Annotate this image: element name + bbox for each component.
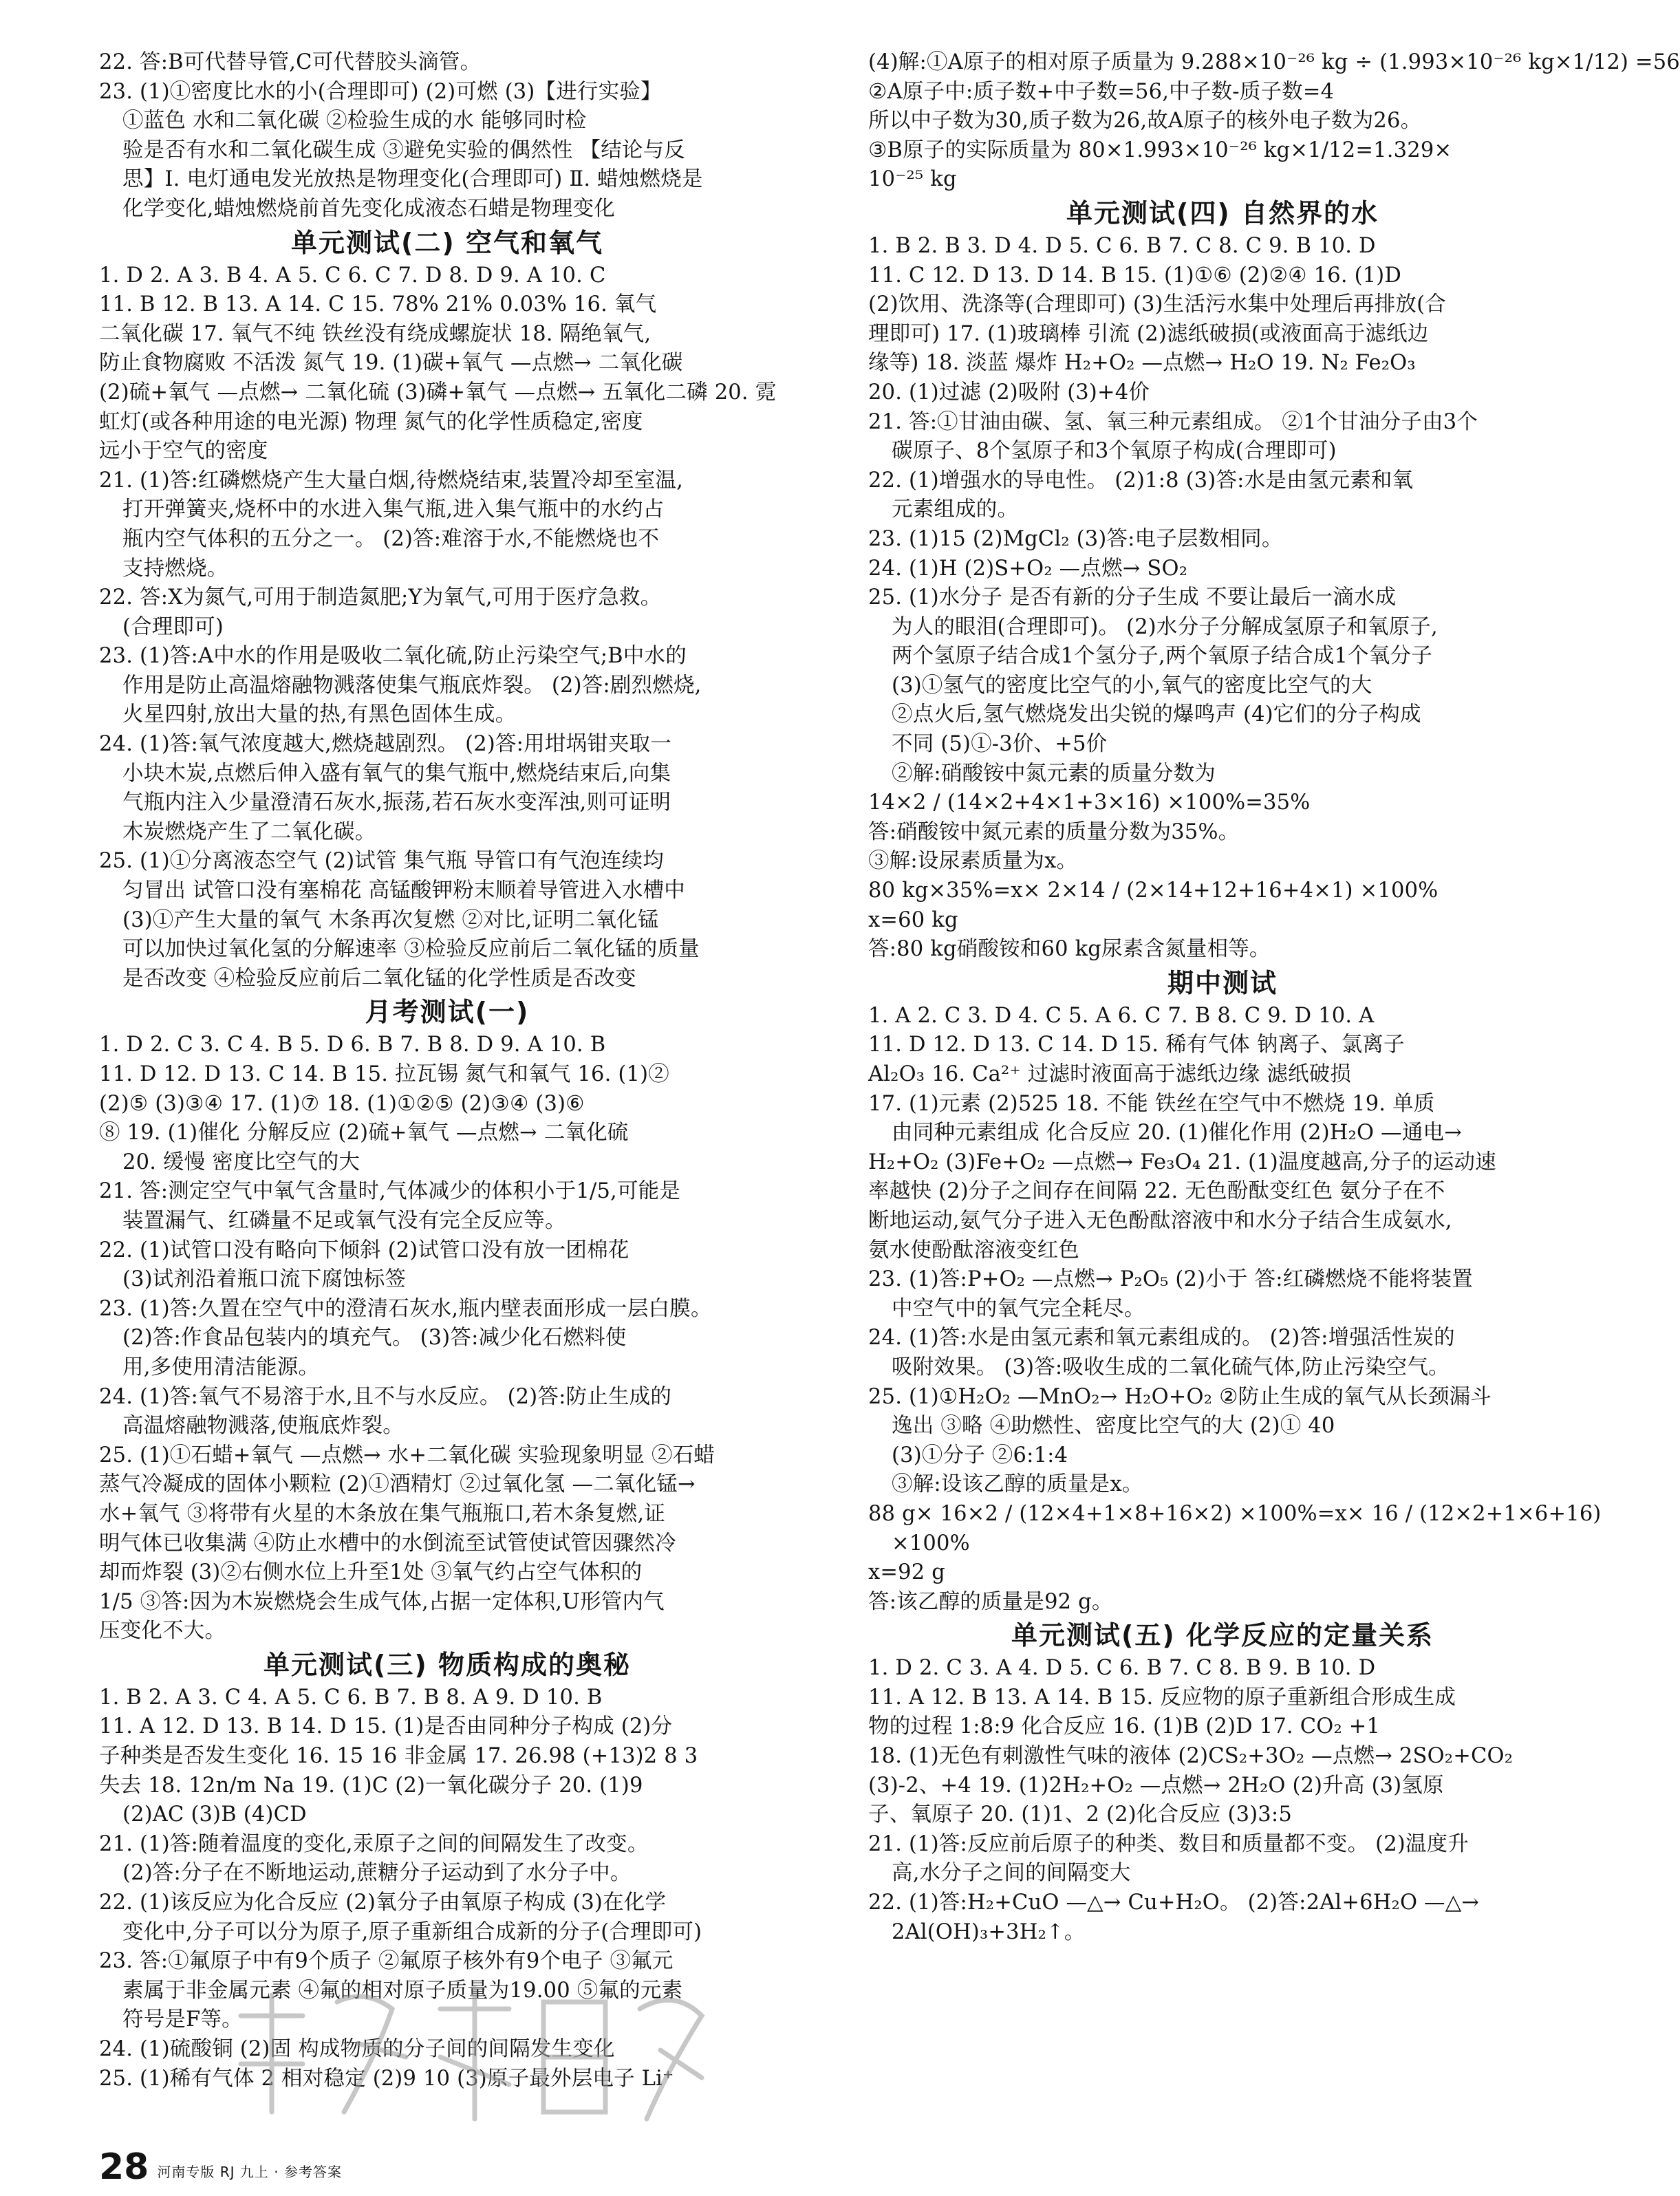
left-answer-line: 气瓶内注入少量澄清石灰水,振荡,若石灰水变浑浊,则可证明 [122,790,671,815]
right-answer-line: ③B原子的实际质量为 80×1.993×10⁻²⁶ kg×1/12=1.329× [868,138,1452,162]
right-answer-line: 吸附效果。 (3)答:吸收生成的二氧化硫气体,防止污染空气。 [892,1355,1450,1379]
left-column [99,48,795,2093]
right-answer-line: 1. A 2. C 3. D 4. C 5. A 6. C 7. B 8. C 9. D 10. A [868,1003,1375,1028]
left-answer-line: 21. 答:测定空气中氧气含量时,气体减少的体积小于1/5,可能是 [99,1179,681,1204]
left-answer-line: (2)硫+氧气 —点燃→ 二氧化硫 (3)磷+氧气 —点燃→ 五氧化二磷 20. 霓 [99,380,777,405]
right-answer-line: (3)-2、+4 19. (1)2H₂+O₂ —点燃→ 2H₂O (2)升高 (3)氢原 [868,1773,1444,1798]
left-answer-line: 20. 缓慢 密度比空气的大 [122,1150,360,1174]
right-answer-line: 中空气中的氧气完全耗尽。 [892,1296,1145,1321]
left-answer-line: 22. (1)该反应为化合反应 (2)氧分子由氧原子构成 (3)在化学 [99,1891,667,1915]
left-answer-line: 作用是防止高温熔融物溅落使集气瓶底炸裂。 (2)答:剧烈燃烧, [122,673,702,698]
right-answer-line: 18. (1)无色有刺激性气味的液体 (2)CS₂+3O₂ —点燃→ 2SO₂+CO₂ [868,1744,1514,1769]
right-answer-line: 80 kg×35%=x× 2×14 / (2×14+12+16+4×1) ×100% [868,879,1439,903]
left-answer-line: 子种类是否发生变化 16. 15 16 非金属 17. 26.98 (+13)2 8 3 [99,1744,698,1769]
left-answer-line: 小块木炭,点燃后伸入盛有氧气的集气瓶中,燃烧结束后,向集 [122,761,671,786]
right-answer-line: 率越快 (2)分子之间存在间隔 22. 无色酚酞变红色 氨分子在不 [868,1179,1445,1204]
left-answer-line: (合理即可) [122,614,224,639]
right-answer-line: 24. (1)H (2)S+O₂ —点燃→ SO₂ [868,556,1188,581]
right-answer-line: 逸出 ③略 ④助燃性、密度比空气的大 (2)① 40 [892,1414,1335,1439]
right-answer-line: 21. 答:①甘油由碳、氢、氧三种元素组成。 ②1个甘油分子由3个 [868,409,1478,434]
left-answer-line: 木炭燃烧产生了二氧化碳。 [122,819,376,844]
left-answer-line: 23. (1)答:久置在空气中的澄清石灰水,瓶内壁表面形成一层白膜。 [99,1296,712,1321]
right-answer-line: (3)①分子 ②6:1:4 [892,1443,1068,1467]
right-answer-line: 所以中子数为30,质子数为26,故A原子的核外电子数为26。 [868,109,1422,133]
left-answer-line: 1/5 ③答:因为木炭燃烧会生成气体,占据一定体积,U形管内气 [99,1589,665,1614]
left-answer-line: 水+氧气 ③将带有火星的木条放在集气瓶瓶口,若木条复燃,证 [99,1501,665,1526]
right-answer-line: 氨水使酚酞溶液变红色 [868,1238,1079,1262]
right-answer-line: 由同种元素组成 化合反应 20. (1)催化作用 (2)H₂O —通电→ [892,1121,1462,1145]
right-answer-line: 21. (1)答:反应前后原子的种类、数目和质量都不变。 (2)温度升 [868,1831,1469,1856]
left-answer-line: 11. A 12. D 13. B 14. D 15. (1)是否由同种分子构成 (2)分 [99,1714,673,1739]
right-answer-line: 答:该乙醇的质量是92 g。 [868,1589,1113,1614]
left-answer-line: 25. (1)①石蜡+氧气 —点燃→ 水+二氧化碳 实验现象明显 ②石蜡 [99,1443,715,1467]
left-answer-line: 匀冒出 试管口没有塞棉花 高锰酸钾粉末顺着导管进入水槽中 [122,879,685,903]
page-number: 28 [99,2146,149,2188]
right-answer-line: 物的过程 1:8:9 化合反应 16. (1)B (2)D 17. CO₂ +1 [868,1714,1381,1739]
right-answer-line: 1. D 2. C 3. A 4. D 5. C 6. B 7. C 8. B 9. B 10. D [868,1656,1376,1681]
left-answer-line: (2)答:分子在不断地运动,蔗糖分子运动到了水分子中。 [122,1861,632,1886]
footer-label: 河南专版 RJ 九上 · 参考答案 [157,2164,342,2180]
left-answer-line: 11. D 12. D 13. C 14. B 15. 拉瓦锡 氮气和氧气 16. (1)② [99,1062,669,1086]
right-answer-line: ×100% [892,1531,970,1556]
left-answer-line: 符号是F等。 [122,2007,243,2032]
left-answer-line: 25. (1)稀有气体 2 相对稳定 (2)9 10 (3)原子最外层电子 Li⁺ [99,2066,674,2091]
right-answer-line: 断地运动,氨气分子进入无色酚酞溶液中和水分子结合生成氨水, [868,1208,1452,1233]
left-answer-line: 素属于非金属元素 ④氟的相对原子质量为19.00 ⑤氟的元素 [122,1978,683,2003]
left-answer-line: 支持燃烧。 [122,556,228,581]
left-answer-line: 24. (1)硫酸铜 (2)固 构成物质的分子间的间隔发生变化 [99,2037,615,2061]
right-answer-line: 20. (1)过滤 (2)吸附 (3)+4价 [868,380,1150,405]
page-footer [99,2144,342,2188]
right-column [868,48,1680,1947]
left-answer-line: (3)试剂沿着瓶口流下腐蚀标签 [122,1267,407,1292]
right-answer-line: 22. (1)答:H₂+CuO —△→ Cu+H₂O。 (2)答:2Al+6H₂O —△→ [868,1891,1480,1915]
right-answer-line: 答:硝酸铵中氮元素的质量分数为35%。 [868,819,1240,844]
right-answer-line: ③解:设该乙醇的质量是x。 [892,1472,1143,1497]
left-answer-line: 25. (1)①分离液态空气 (2)试管 集气瓶 导管口有气泡连续均 [99,849,664,874]
left-answer-line: 用,多使用清洁能源。 [122,1355,320,1379]
right-answer-line: 11. D 12. D 13. C 14. D 15. 稀有气体 钠离子、氯离子 [868,1033,1405,1057]
right-answer-line: 23. (1)答:P+O₂ —点燃→ P₂O₅ (2)小于 答:红磷燃烧不能将装置 [868,1267,1473,1292]
right-answer-line: 24. (1)答:水是由氢元素和氧元素组成的。 (2)答:增强活性炭的 [868,1326,1455,1350]
left-answer-line: 变化中,分子可以分为原子,原子重新组合成新的分子(合理即可) [122,1919,702,1944]
right-answer-line: H₂+O₂ (3)Fe+O₂ —点燃→ Fe₃O₄ 21. (1)温度越高,分子的运动速 [868,1150,1496,1174]
left-answer-line: 22. 答:B可代替导管,C可代替胶头滴管。 [99,50,482,74]
left-answer-line: ①蓝色 水和二氧化碳 ②检验生成的水 能够同时检 [122,109,587,133]
right-answer-line: 22. (1)增强水的导电性。 (2)1:8 (3)答:水是由氢元素和氧 [868,468,1414,493]
right-answer-line: 14×2 / (14×2+4×1+3×16) ×100%=35% [868,790,1311,815]
left-answer-line: 1. D 2. C 3. C 4. B 5. D 6. B 7. B 8. D 9. A 10. B [99,1033,606,1057]
right-answer-line: 两个氢原子结合成1个氢分子,两个氧原子结合成1个氧分子 [892,644,1432,669]
section-heading: 月考测试(一) [365,997,530,1028]
right-answer-line: 缘等) 18. 淡蓝 爆炸 H₂+O₂ —点燃→ H₂O 19. N₂ Fe₂O₃ [868,351,1416,376]
right-answer-line: 碳原子、8个氢原子和3个氧原子构成(合理即可) [892,439,1337,464]
right-answer-line: (4)解:①A原子的相对原子质量为 9.288×10⁻²⁶ kg ÷ (1.993×10⁻²⁶ kg×1/12) =56 [868,50,1680,74]
left-answer-line: (2)答:作食品包装内的填充气。 (3)答:减少化石燃料使 [122,1326,627,1350]
right-answer-line: 2Al(OH)₃+3H₂↑。 [892,1919,1086,1944]
right-answer-line: ③解:设尿素质量为x。 [868,849,1078,874]
left-answer-line: 打开弹簧夹,烧杯中的水进入集气瓶,进入集气瓶中的水约占 [122,497,665,522]
right-answer-line: 为人的眼泪(合理即可)。 (2)水分子分解成氢原子和氧原子, [892,614,1438,639]
left-answer-line: 火星四射,放出大量的热,有黑色固体生成。 [122,702,517,727]
left-answer-line: 23. (1)①密度比水的小(合理即可) (2)可燃 (3)【进行实验】 [99,79,662,104]
right-answer-line: ②A原子中:质子数+中子数=56,中子数-质子数=4 [868,79,1335,104]
left-answer-line: 22. (1)试管口没有略向下倾斜 (2)试管口没有放一团棉花 [99,1238,629,1262]
right-answer-line: (2)饮用、洗涤等(合理即可) (3)生活污水集中处理后再排放(合 [868,292,1446,317]
right-answer-line: 25. (1)水分子 是否有新的分子生成 不要让最后一滴水成 [868,585,1397,610]
left-answer-line: 蒸气冷凝成的固体小颗粒 (2)①酒精灯 ②过氧化氢 —二氧化锰→ [99,1472,696,1497]
right-answer-line: x=60 kg [868,907,958,932]
right-answer-line: ②点火后,氢气燃烧发出尖锐的爆鸣声 (4)它们的分子构成 [892,702,1421,727]
left-answer-line: 化学变化,蜡烛燃烧前首先变化成液态石蜡是物理变化 [122,196,615,221]
left-answer-line: 23. (1)答:A中水的作用是吸收二氧化硫,防止污染空气;B中水的 [99,644,687,669]
left-answer-line: 远小于空气的密度 [99,439,268,464]
right-answer-line: 理即可) 17. (1)玻璃棒 引流 (2)滤纸破损(或液面高于滤纸边 [868,321,1429,346]
left-answer-line: 验是否有水和二氧化碳生成 ③避免实验的偶然性 【结论与反 [122,138,685,162]
right-answer-line: 25. (1)①H₂O₂ —MnO₂→ H₂O+O₂ ②防止生成的氧气从长颈漏斗 [868,1384,1492,1409]
left-answer-line: 1. B 2. A 3. C 4. A 5. C 6. B 7. B 8. A 9. D 10. B [99,1685,603,1710]
left-answer-line: 24. (1)答:氧气浓度越大,燃烧越剧烈。 (2)答:用坩埚钳夹取一 [99,732,672,757]
right-answer-line: 不同 (5)①-3价、+5价 [892,732,1108,757]
left-answer-line: 21. (1)答:随着温度的变化,汞原子之间的间隔发生了改变。 [99,1831,649,1856]
left-answer-line: 22. 答:X为氮气,可用于制造氮肥;Y为氧气,可用于医疗急救。 [99,585,662,610]
left-answer-line: 23. 答:①氟原子中有9个质子 ②氟原子核外有9个电子 ③氟元 [99,1949,674,1974]
left-answer-line: (2)⑤ (3)③④ 17. (1)⑦ 18. (1)①②⑤ (2)③④ (3)⑥ [99,1091,585,1116]
right-answer-line: 17. (1)元素 (2)525 18. 不能 铁丝在空气中不燃烧 19. 单质 [868,1091,1435,1116]
left-answer-line: 二氧化碳 17. 氧气不纯 铁丝没有绕成螺旋状 18. 隔绝氧气, [99,321,651,346]
left-answer-line: 防止食物腐败 不活泼 氮气 19. (1)碳+氧气 —点燃→ 二氧化碳 [99,351,683,376]
section-heading: 单元测试(二) 空气和氧气 [291,227,603,258]
section-heading: 单元测试(三) 物质构成的奥秘 [263,1649,631,1680]
right-answer-line: (3)①氢气的密度比空气的小,氧气的密度比空气的大 [892,673,1372,698]
left-answer-line: 可以加快过氧化氢的分解速率 ③检验反应前后二氧化锰的质量 [122,937,700,962]
section-heading: 单元测试(四) 自然界的水 [1066,197,1379,228]
left-answer-line: 瓶内空气体积的五分之一。 (2)答:难溶于水,不能燃烧也不 [122,526,660,551]
right-answer-line: 1. B 2. B 3. D 4. D 5. C 6. B 7. C 8. C 9. B 10. D [868,233,1376,258]
left-answer-line: 21. (1)答:红磷燃烧产生大量白烟,待燃烧结束,装置冷却至室温, [99,468,684,493]
left-answer-line: 高温熔融物溅落,使瓶底炸裂。 [122,1414,404,1439]
right-answer-line: 元素组成的。 [892,497,1019,522]
right-answer-line: 88 g× 16×2 / (12×4+1×8+16×2) ×100%=x× 16 / (12×2+1×6+16) [868,1501,1602,1526]
left-answer-line: 11. B 12. B 13. A 14. C 15. 78% 21% 0.03% 16. 氧气 [99,292,657,317]
left-answer-line: 1. D 2. A 3. B 4. A 5. C 6. C 7. D 8. D 9. A 10. C [99,263,606,288]
left-answer-line: 是否改变 ④检验反应前后二氧化锰的化学性质是否改变 [122,966,636,991]
left-answer-line: 失去 18. 12n/m Na 19. (1)C (2)一氧化碳分子 20. (1)9 [99,1773,643,1798]
right-answer-line: 10⁻²⁵ kg [868,167,957,192]
right-answer-line: 子、氧原子 20. (1)1、2 (2)化合反应 (3)3:5 [868,1802,1292,1827]
left-answer-line: (3)①产生大量的氧气 木条再次复燃 ②对比,证明二氧化锰 [122,907,659,932]
section-heading: 期中测试 [1167,967,1278,998]
right-answer-line: ②解:硝酸铵中氮元素的质量分数为 [892,761,1216,786]
left-answer-line: 压变化不大。 [99,1619,226,1644]
right-answer-line: 11. C 12. D 13. D 14. B 15. (1)①⑥ (2)②④ 16. (1)D [868,263,1402,288]
left-answer-line: 虹灯(或各种用途的电光源) 物理 氮气的化学性质稳定,密度 [99,409,643,434]
right-answer-line: 11. A 12. B 13. A 14. B 15. 反应物的原子重新组合形成生成 [868,1685,1456,1710]
right-answer-line: x=92 g [868,1560,945,1585]
left-answer-line: (2)AC (3)B (4)CD [122,1802,307,1827]
left-answer-line: 明气体已收集满 ④防止水槽中的水倒流至试管使试管因骤然冷 [99,1531,676,1556]
left-answer-line: 装置漏气、红磷量不足或氧气没有完全反应等。 [122,1208,566,1233]
right-answer-line: 高,水分子之间的间隔变大 [892,1861,1131,1886]
left-answer-line: 24. (1)答:氧气不易溶于水,且不与水反应。 (2)答:防止生成的 [99,1384,672,1409]
section-heading: 单元测试(五) 化学反应的定量关系 [1011,1620,1434,1651]
right-answer-line: Al₂O₃ 16. Ca²⁺ 过滤时液面高于滤纸边缘 滤纸破损 [868,1062,1352,1086]
left-answer-line: ⑧ 19. (1)催化 分解反应 (2)硫+氧气 —点燃→ 二氧化硫 [99,1121,629,1145]
left-answer-line: 却而炸裂 (3)②右侧水位上升至1处 ③氧气约占空气体积的 [99,1560,643,1585]
right-answer-line: 答:80 kg硝酸铵和60 kg尿素含氮量相等。 [868,937,1271,962]
left-answer-line: 思】Ⅰ. 电灯通电发光放热是物理变化(合理即可) Ⅱ. 蜡烛燃烧是 [122,167,703,192]
right-answer-line: 23. (1)15 (2)MgCl₂ (3)答:电子层数相同。 [868,526,1283,551]
